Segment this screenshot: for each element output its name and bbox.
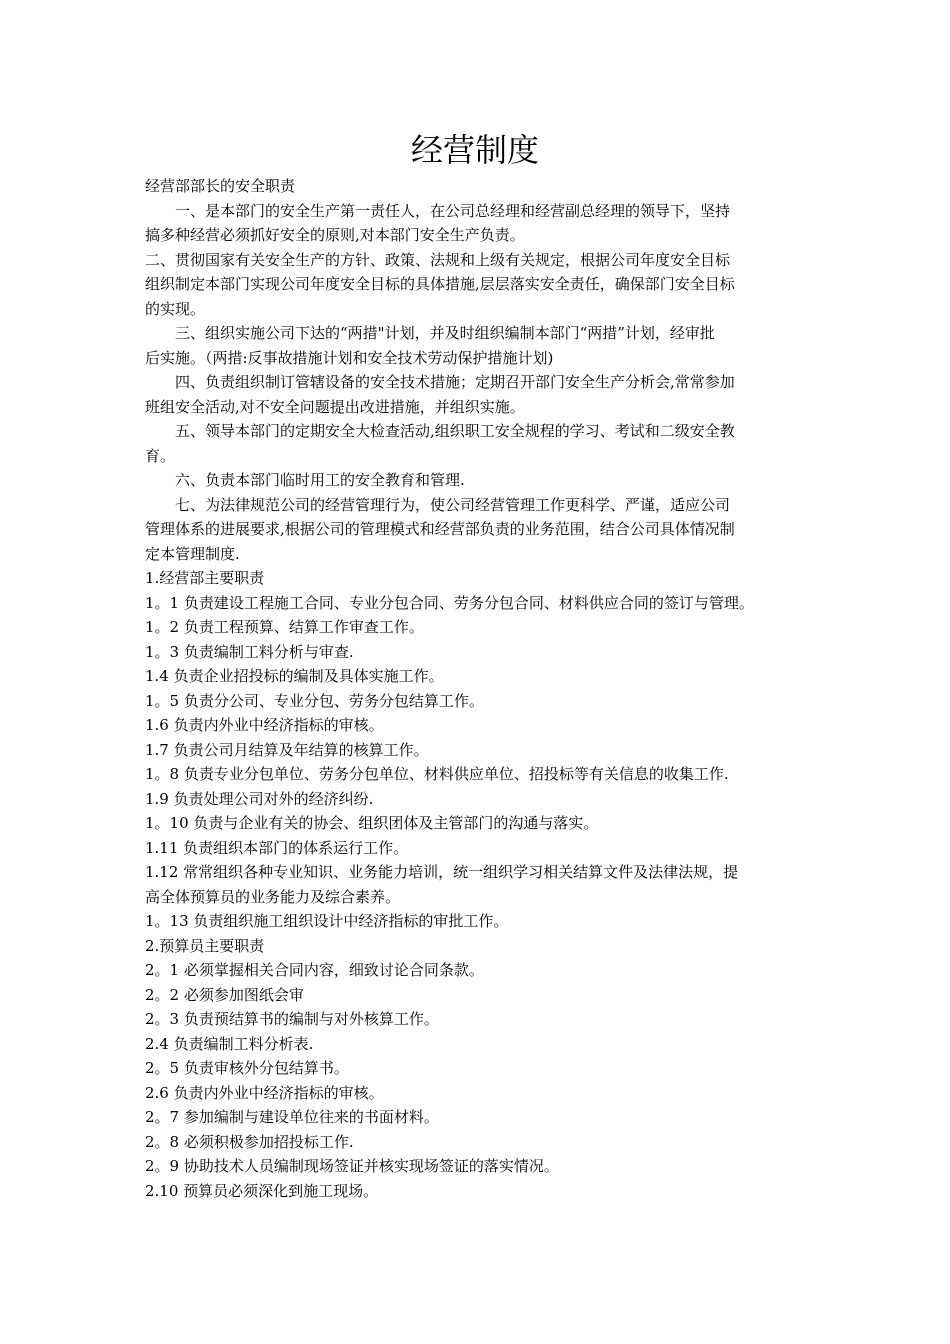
text-line: 1。1 负责建设工程施工合同、专业分包合同、劳务分包合同、材料供应合同的签订与管理。 bbox=[145, 593, 754, 612]
text-line: 2。5 负责审核外分包结算书。 bbox=[145, 1059, 349, 1077]
text-line: 1。13 负责组织施工组织设计中经济指标的审批工作。 bbox=[145, 912, 509, 930]
text-line: 七、为法律规范公司的经营管理行为，使公司经营管理工作更科学、严谨，适应公司 bbox=[175, 495, 731, 514]
text-line: 2。3 负责预结算书的编制与对外核算工作。 bbox=[145, 1010, 439, 1028]
text-line: 2。8 必须积极参加招投标工作. bbox=[145, 1132, 354, 1151]
document-body bbox=[145, 174, 815, 1203]
text-line: 1.6 负责内外业中经济指标的审核。 bbox=[145, 716, 384, 734]
text-line: 四、负责组织制订管辖设备的安全技术措施；定期召开部门安全生产分析会,常常参加 bbox=[175, 373, 735, 391]
text-line: 育。 bbox=[145, 446, 176, 465]
text-line: 2。7 参加编制与建设单位往来的书面材料。 bbox=[145, 1108, 439, 1126]
text-line: 1。5 负责分公司、专业分包、劳务分包结算工作。 bbox=[145, 691, 484, 710]
text-line: 经营部部长的安全职责 bbox=[145, 177, 296, 195]
text-line: 1。8 负责专业分包单位、劳务分包单位、材料供应单位、招投标等有关信息的收集工作. bbox=[145, 765, 729, 783]
text-line: 1.经营部主要职责 bbox=[145, 569, 265, 587]
text-line: 2。9 协助技术人员编制现场签证并核实现场签证的落实情况。 bbox=[145, 1157, 559, 1175]
text-line: 2.6 负责内外业中经济指标的审核。 bbox=[145, 1083, 384, 1102]
text-line: 管理体系的进展要求,根据公司的管理模式和经营部负责的业务范围，结合公司具体情况制 bbox=[145, 520, 735, 538]
text-line: 1.12 常常组织各种专业知识、业务能力培训，统一组织学习相关结算文件及法律法规，提 bbox=[145, 863, 739, 881]
text-line: 后实施。（两措:反事故措施计划和安全技术劳动保护措施计划) bbox=[145, 348, 554, 367]
text-line: 1。10 负责与企业有关的协会、组织团体及主管部门的沟通与落实。 bbox=[145, 814, 599, 832]
text-line: 六、负责本部门临时用工的安全教育和管理. bbox=[175, 471, 465, 489]
text-line: 1.11 负责组织本部门的体系运行工作。 bbox=[145, 838, 409, 857]
text-line: 1.7 负责公司月结算及年结算的核算工作。 bbox=[145, 740, 429, 759]
text-line: 2.预算员主要职责 bbox=[145, 936, 265, 955]
text-line: 班组安全活动,对不安全问题提出改进措施，并组织实施。 bbox=[145, 397, 525, 416]
text-line: 2.4 负责编制工料分析表. bbox=[145, 1034, 314, 1053]
text-line: 高全体预算员的业务能力及综合素养。 bbox=[145, 887, 401, 906]
text-line: 搞多种经营必须抓好安全的原则,对本部门安全生产负责。 bbox=[145, 226, 525, 244]
text-line: 2。2 必须参加图纸会审 bbox=[145, 985, 304, 1004]
text-line: 2。1 必须掌握相关合同内容，细致讨论合同条款。 bbox=[145, 961, 484, 979]
text-line: 定本管理制度. bbox=[145, 544, 240, 563]
text-line: 五、领导本部门的定期安全大检查活动,组织职工安全规程的学习、考试和二级安全教 bbox=[175, 422, 735, 440]
text-line: 一、是本部门的安全生产第一责任人，在公司总经理和经营副总经理的领导下，坚持 bbox=[175, 201, 731, 220]
text-line: 组织制定本部门实现公司年度安全目标的具体措施,层层落实安全责任，确保部门安全目标 bbox=[145, 275, 735, 293]
document-title: 经营制度 bbox=[410, 131, 539, 169]
text-line: 1。2 负责工程预算、结算工作审查工作。 bbox=[145, 618, 424, 636]
text-line: 的实现。 bbox=[145, 299, 206, 318]
text-line: 1.4 负责企业招投标的编制及具体实施工作。 bbox=[145, 667, 444, 685]
text-line: 1。3 负责编制工料分析与审查. bbox=[145, 642, 354, 661]
text-line: 三、组织实施公司下达的“两措"计划，并及时组织编制本部门“两措”计划，经审批 bbox=[175, 324, 715, 342]
text-line: 2.10 预算员必须深化到施工现场。 bbox=[145, 1181, 379, 1200]
text-line: 二、贯彻国家有关安全生产的方针、政策、法规和上级有关规定，根据公司年度安全目标 bbox=[145, 250, 731, 269]
text-line: 1.9 负责处理公司对外的经济纠纷. bbox=[145, 789, 374, 808]
